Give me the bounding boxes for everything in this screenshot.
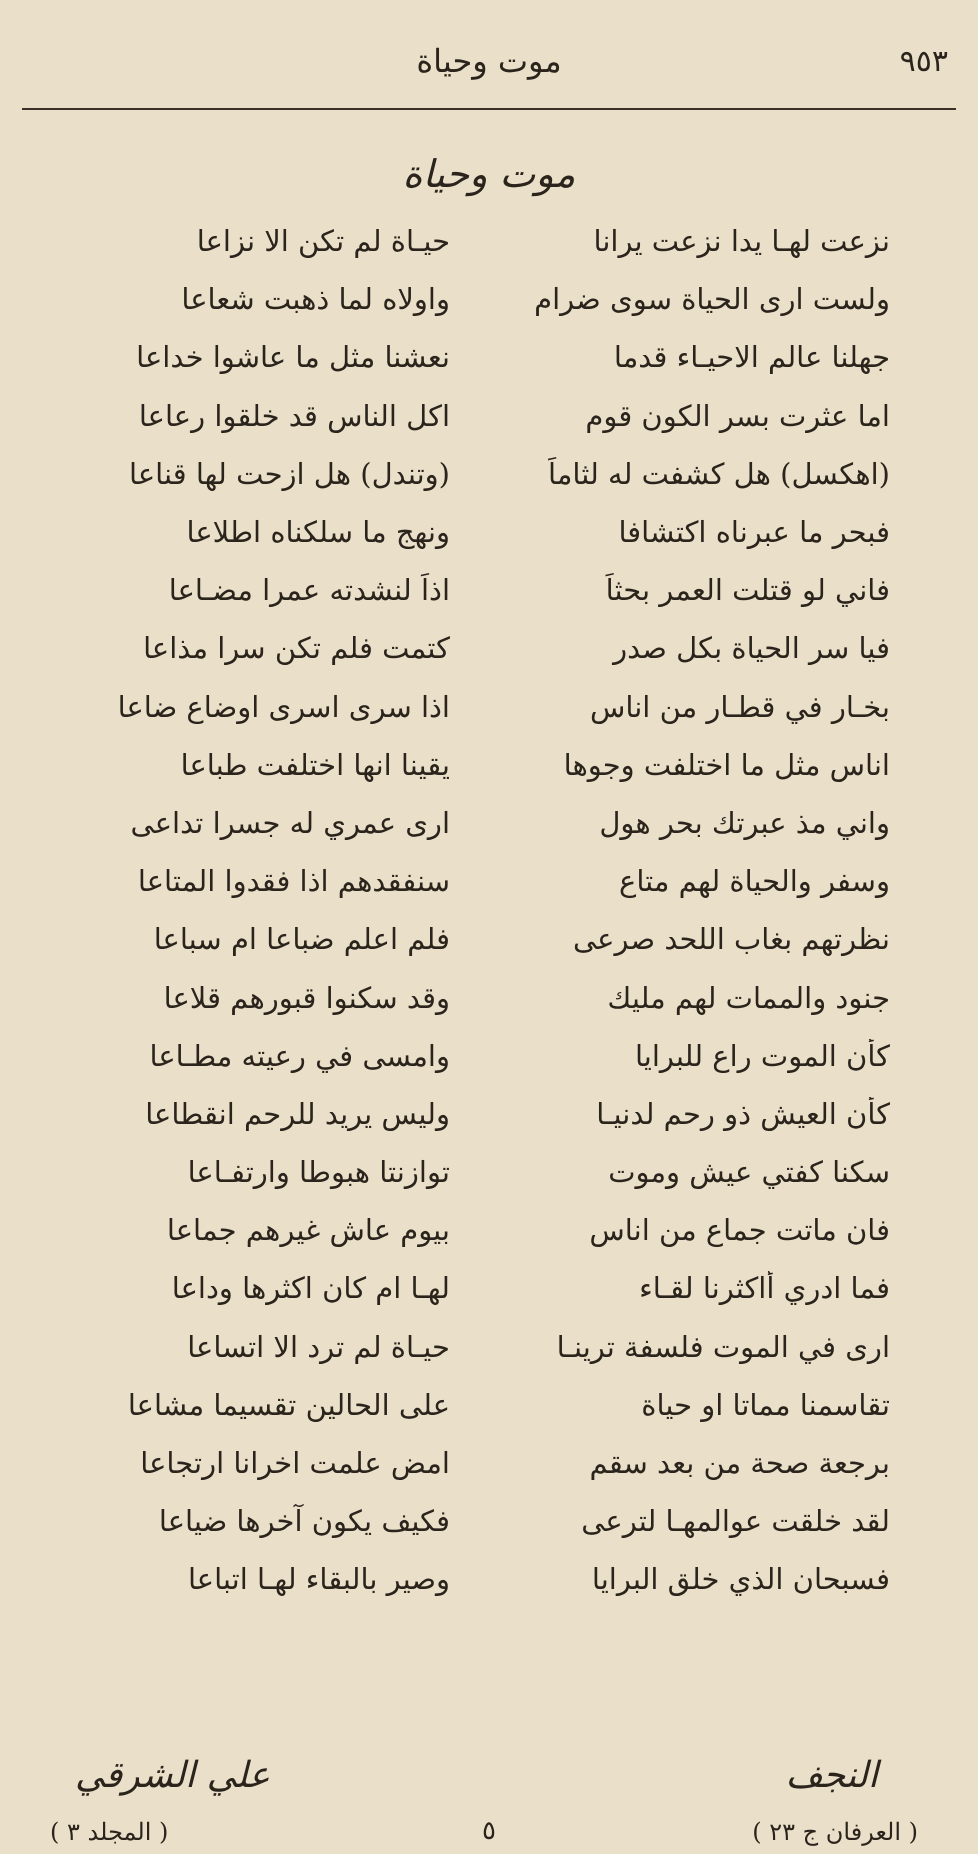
verse-line — [50, 1376, 890, 1434]
first-hemistich: وسفر والحياة لهم متاع — [619, 864, 890, 899]
first-hemistich: نظرتهم بغاب اللحد صرعى — [573, 922, 890, 957]
second-hemistich: سنفقدهم اذا فقدوا المتاعا — [137, 864, 450, 899]
verse-line — [50, 1259, 890, 1317]
first-hemistich: ارى في الموت فلسفة ترينـا — [556, 1329, 890, 1364]
first-hemistich: فان ماتت جماع من اناس — [589, 1213, 890, 1248]
second-hemistich: فلم اعلم ضباعا ام سباعا — [153, 922, 450, 957]
verse-line — [50, 270, 890, 328]
first-hemistich: لقد خلقت عوالمهـا لترعى — [581, 1504, 890, 1539]
page-number: ٩٥٣ — [899, 44, 948, 79]
verse-line — [50, 968, 890, 1026]
verse-line — [50, 212, 890, 270]
second-hemistich: لهـا ام كان اكثرها وداعا — [171, 1271, 450, 1306]
second-hemistich: وصير بالبقاء لهـا اتباعا — [187, 1562, 450, 1597]
first-hemistich: فما ادري أاكثرنا لقـاء — [639, 1271, 890, 1306]
verse-line — [50, 852, 890, 910]
first-hemistich: كأن الموت راع للبرايا — [634, 1038, 890, 1073]
second-hemistich: ونهج ما سلكناه اطلاعا — [186, 515, 450, 550]
second-hemistich: حيـاة لم تكن الا نزاعا — [196, 224, 450, 259]
first-hemistich: جنود والممات لهم مليك — [607, 980, 890, 1015]
second-hemistich: نعشنا مثل ما عاشوا خداعا — [136, 340, 450, 375]
second-hemistich: كتمت فلم تكن سرا مذاعا — [143, 631, 450, 666]
second-hemistich: فكيف يكون آخرها ضياعا — [158, 1504, 450, 1539]
verse-line — [50, 736, 890, 794]
second-hemistich: اذا سرى اسرى اوضاع ضاعا — [117, 689, 450, 724]
running-title: موت وحياة — [416, 42, 562, 80]
first-hemistich: واني مذ عبرتك بحر هول — [599, 805, 890, 840]
verse-line — [50, 619, 890, 677]
verse-line — [50, 1143, 890, 1201]
second-hemistich: بيوم عاش غيرهم جماعا — [166, 1213, 450, 1248]
page-header — [0, 38, 978, 88]
first-hemistich: سكنا كفتي عيش وموت — [608, 1155, 890, 1190]
first-hemistich: فيا سر الحياة بكل صدر — [613, 631, 890, 666]
first-hemistich: فبحر ما عبرناه اكتشافا — [618, 515, 890, 550]
first-hemistich: فاني لو قتلت العمر بحثاً — [605, 573, 890, 608]
first-hemistich: نزعت لهـا يدا نزعت يرانا — [593, 224, 890, 259]
second-hemistich: على الحالين تقسيما مشاعا — [127, 1387, 450, 1422]
volume-reference: ( المجلد ٣ ) — [50, 1818, 169, 1846]
verse-line — [50, 328, 890, 386]
first-hemistich: اما عثرت بسر الكون قوم — [585, 398, 890, 433]
first-hemistich: ولست ارى الحياة سوى ضرام — [534, 282, 890, 317]
second-hemistich: وامسى في رعيته مطـاعا — [149, 1038, 450, 1073]
poem-body — [50, 212, 890, 1609]
second-hemistich: اكل الناس قد خلقوا رعاعا — [138, 398, 450, 433]
first-hemistich: (اهكسل) هل كشفت له لثاماً — [548, 456, 890, 491]
first-hemistich: تقاسمنا مماتا او حياة — [641, 1387, 890, 1422]
poem-title: موت وحياة — [402, 152, 576, 196]
second-hemistich: امض علمت اخرانا ارتجاعا — [140, 1446, 450, 1481]
second-hemistich: وقد سكنوا قبورهم قلاعا — [163, 980, 450, 1015]
second-hemistich: يقينا انها اختلفت طباعا — [180, 747, 450, 782]
verse-line — [50, 387, 890, 445]
page-marker: ٥ — [482, 1816, 496, 1846]
verse-line — [50, 1434, 890, 1492]
second-hemistich: وليس يريد للرحم انقطاعا — [145, 1096, 450, 1131]
first-hemistich: جهلنا عالم الاحيـاء قدما — [613, 340, 890, 375]
verse-line — [50, 1492, 890, 1550]
first-hemistich: برجعة صحة من بعد سقم — [589, 1446, 890, 1481]
first-hemistich: اناس مثل ما اختلفت وجوها — [563, 747, 890, 782]
author-signature: علي الشرقي — [75, 1755, 271, 1796]
second-hemistich: ارى عمري له جسرا تداعى — [130, 805, 450, 840]
first-hemistich: فسبحان الذي خلق البرايا — [591, 1562, 890, 1597]
verse-line — [50, 1318, 890, 1376]
verse-line — [50, 1027, 890, 1085]
place-signature: النجف — [785, 1755, 878, 1796]
verse-line — [50, 1550, 890, 1608]
verse-line — [50, 561, 890, 619]
verse-line — [50, 1201, 890, 1259]
verse-line — [50, 445, 890, 503]
verse-line — [50, 910, 890, 968]
verse-line — [50, 678, 890, 736]
verse-line — [50, 1085, 890, 1143]
header-rule — [22, 108, 956, 110]
verse-line — [50, 503, 890, 561]
journal-reference: ( العرفان ج ٢٣ ) — [752, 1818, 918, 1846]
second-hemistich: حيـاة لم ترد الا اتساعا — [187, 1329, 450, 1364]
second-hemistich: (وتندل) هل ازحت لها قناعا — [129, 456, 450, 491]
second-hemistich: توازنتا هبوطا وارتفـاعا — [187, 1155, 450, 1190]
first-hemistich: بخـار في قطـار من اناس — [590, 689, 890, 724]
second-hemistich: اذاً لنشدته عمرا مضـاعا — [168, 573, 450, 608]
first-hemistich: كأن العيش ذو رحم لدنيـا — [596, 1096, 890, 1131]
second-hemistich: واولاه لما ذهبت شعاعا — [181, 282, 450, 317]
verse-line — [50, 794, 890, 852]
